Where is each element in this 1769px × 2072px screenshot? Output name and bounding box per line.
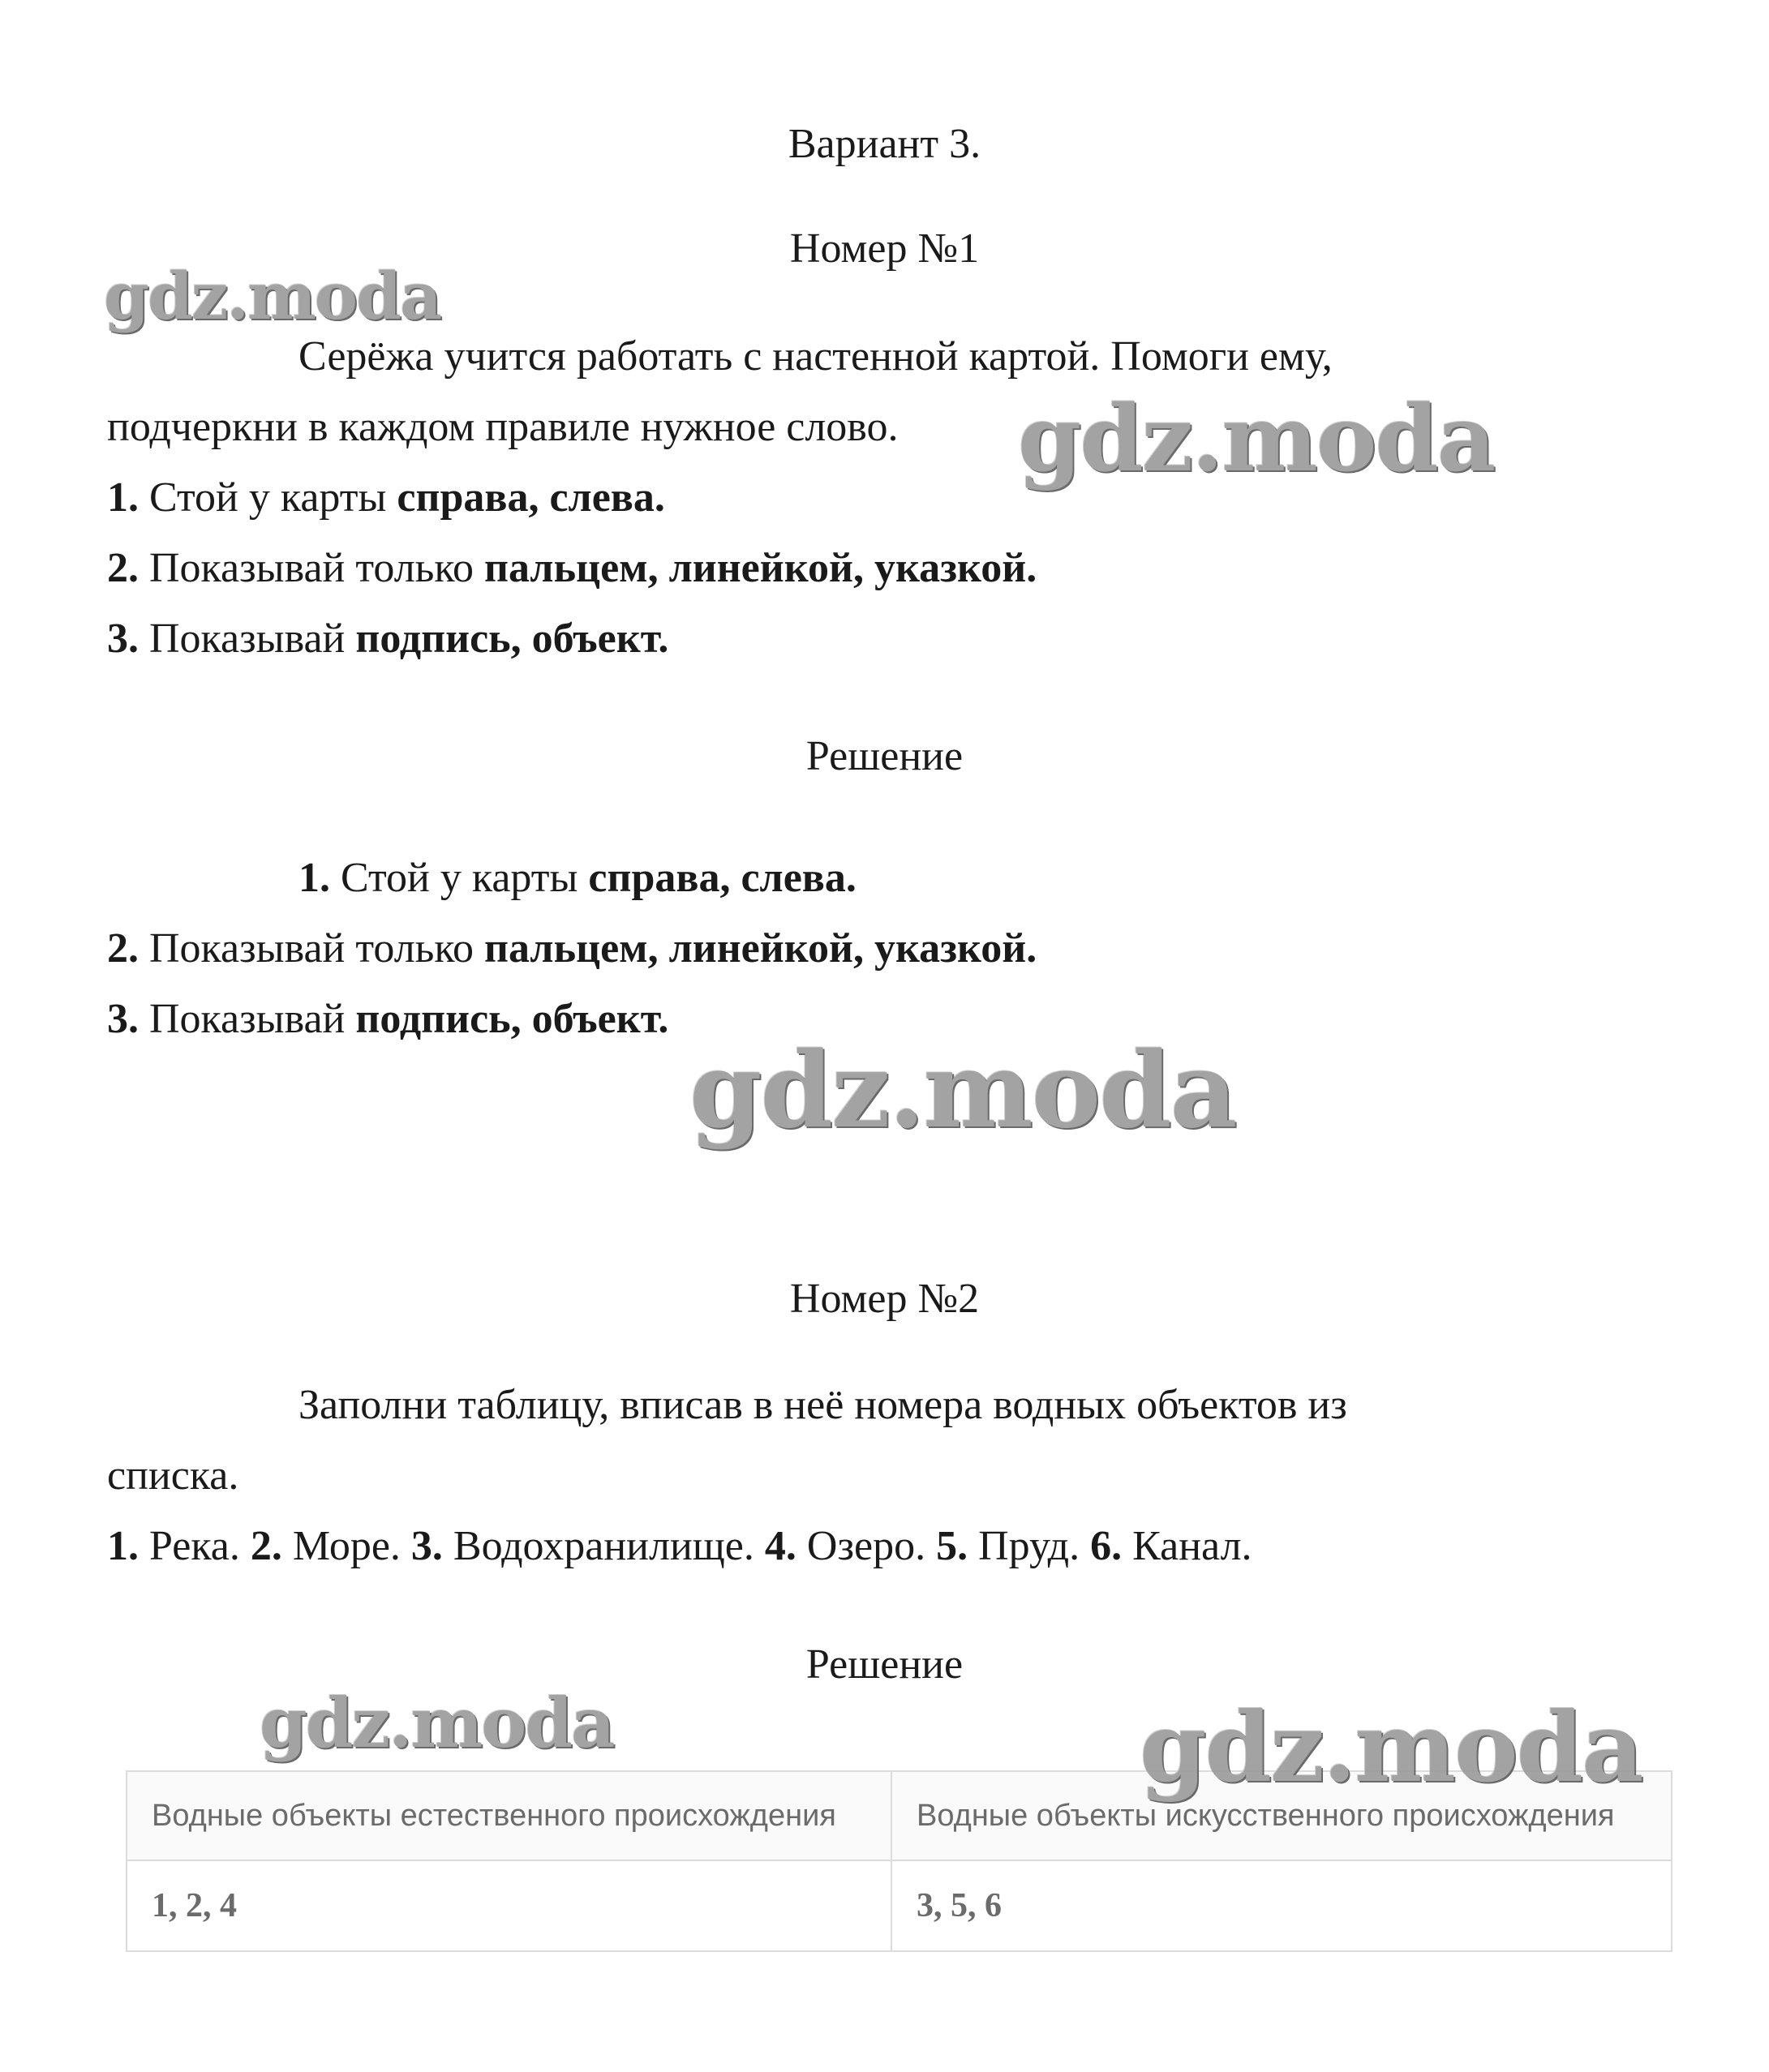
item-text: Стой у карты [139,474,397,521]
table-cell-artificial: 3, 5, 6 [891,1860,1672,1951]
task2-heading: Номер №2 [789,1276,980,1322]
item-number: 2. [107,925,139,972]
task2-prompt-line2: списка. [107,1452,239,1499]
table-cell-natural: 1, 2, 4 [127,1860,891,1951]
item-text: Показывай только [139,545,485,591]
item-text: Показывай [139,616,356,662]
item-options: пальцем, линейкой, указкой. [484,545,1037,591]
variant-title: Вариант 3. [788,121,981,167]
item-text: Показывай только [139,925,485,972]
watermark-logo: gdz.moda [260,1683,614,1763]
item-options: пальцем, линейкой, указкой. [484,925,1037,972]
table-header-artificial: Водные объекты искусственного происхождения [891,1771,1672,1860]
item-number: 1. [107,474,139,521]
task1-solution-item-1 [298,854,857,903]
task1-solution-heading: Решение [805,733,964,779]
item-options: справа, слева. [588,855,857,901]
item-options: подпись, объект. [355,996,669,1042]
watermark-logo: gdz.moda [104,258,440,334]
list-number: 5. [936,1523,968,1569]
item-text: Показывай [139,996,356,1042]
list-number: 2. [250,1523,282,1569]
watermark-logo: gdz.moda [1140,1691,1642,1804]
task2-prompt-line1: Заполни таблицу, вписав в неё номера водных объектов из [298,1382,1347,1428]
list-number: 3. [410,1523,443,1569]
item-number: 3. [107,616,139,662]
task1-prompt-line2: подчеркни в каждом правиле нужное слово. [107,404,899,450]
list-text: Пруд. [968,1523,1091,1569]
list-text: Канал. [1122,1523,1252,1569]
item-number: 1. [298,855,330,901]
list-number: 4. [764,1523,796,1569]
task2-solution-heading: Решение [805,1641,964,1688]
list-number: 1. [107,1523,139,1569]
item-options: подпись, объект. [355,616,669,662]
watermark-logo: gdz.moda [1018,386,1495,492]
list-number: 6. [1090,1523,1123,1569]
task1-item-3 [107,615,668,663]
table-header-natural: Водные объекты естественного происхождения [127,1771,891,1860]
list-text: Озеро. [796,1523,937,1569]
item-number: 2. [107,545,139,591]
task1-item-1 [107,474,665,522]
item-options: справа, слева. [397,474,665,521]
list-text: Река. [139,1523,251,1569]
task1-solution-item-2 [107,924,1037,973]
watermark-logo: gdz.moda [689,1030,1236,1152]
task1-item-2 [107,544,1037,593]
task1-solution-item-3 [107,995,668,1044]
task1-prompt-line1: Серёжа учится работать с настенной картой. Помоги ему, [298,333,1333,380]
item-number: 3. [107,996,139,1042]
task2-object-list [107,1522,1252,1571]
table-row [127,1860,1672,1951]
item-text: Стой у карты [330,855,589,901]
list-text: Водохранилище. [442,1523,765,1569]
list-text: Море. [281,1523,411,1569]
task1-heading: Номер №1 [789,225,980,272]
